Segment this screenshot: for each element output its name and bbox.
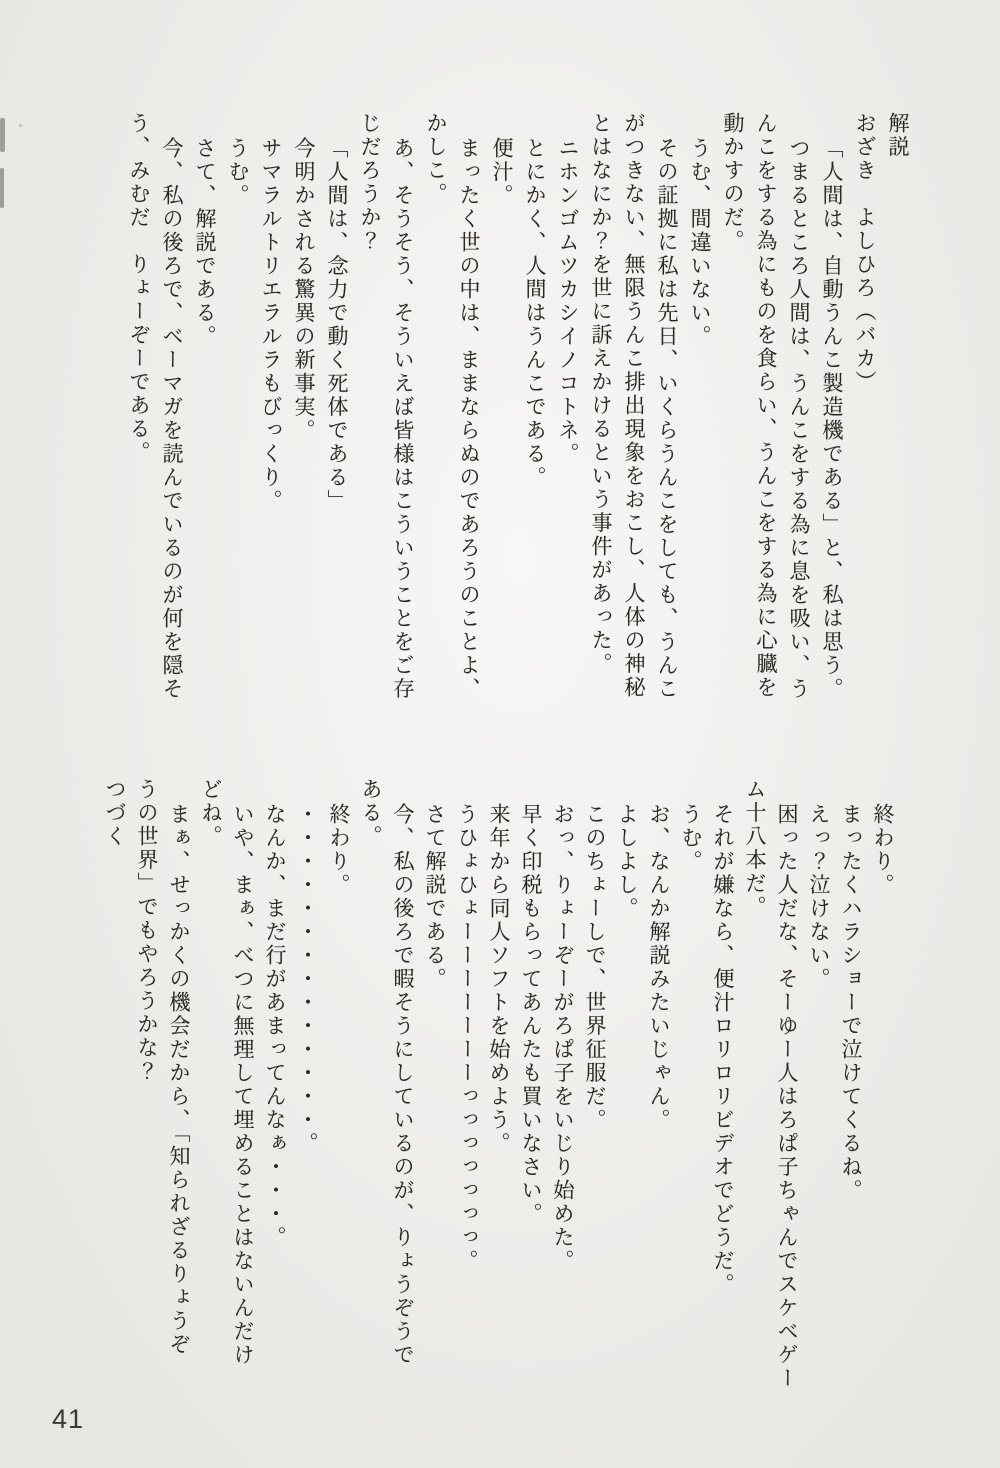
text-column: うひょひょーーーーーーーっっっっっっっ。 <box>455 803 479 1273</box>
text-column: おっ、りょーぞーがろぱ子をいじり始めた。 <box>551 803 575 1273</box>
text-column: 困った人だな、そーゆー人はろぱ子ちゃんでスケベゲー <box>775 803 799 1391</box>
text-column: サマラルトリエラルラもびっくり。 <box>259 137 283 513</box>
text-column: つまるところ人間は、うんこをする為に息を吸い、う <box>787 137 811 701</box>
text-column: ・・・・・・・・・・・・・・。 <box>295 803 319 1156</box>
text-column: あ、そうそう、そういえば皆様はこういうことをご存 <box>391 137 415 701</box>
text-column: このちょーしで、世界征服だ。 <box>583 803 607 1132</box>
text-column: よしよし。 <box>615 803 639 921</box>
text-column: 今、私の後ろで暇そうにしているのが、りょうぞうで <box>391 803 415 1367</box>
text-column: ニホンゴムツカシイノコトネ。 <box>556 137 580 466</box>
lower-columns <box>131 778 899 1430</box>
text-column: う、みむだ りょーぞーである。 <box>127 112 151 465</box>
scan-edge-artifact <box>0 118 5 152</box>
text-column: がつきない、無限うんこ排出現象をおこし、人体の神秘 <box>622 112 646 700</box>
text-column: 終わり。 <box>327 803 351 897</box>
text-column: まぁ、せっかくの機会だから、「知られざるりょうぞ <box>167 803 191 1357</box>
upper-text-block <box>122 112 914 764</box>
page-number: 41 <box>52 1404 85 1434</box>
text-column: うむ、間違いない。 <box>688 137 712 349</box>
text-column: かしこ。 <box>424 112 448 206</box>
text-column: 「人間は、自動うんこ製造機である」と、私は思う。 <box>820 137 844 701</box>
text-column: その証拠に私は先日、いくらうんこをしても、うんこ <box>655 137 679 701</box>
text-column: それが嫌なら、便汁ロリロリビデオでどうだ。 <box>711 803 735 1297</box>
text-column: さて、解説である。 <box>193 137 217 349</box>
text-column: うむ。 <box>226 137 250 208</box>
text-column: えっ？泣けない。 <box>807 803 831 991</box>
text-column: 今、私の後ろで、ベーマガを読んでいるのが何を隠そ <box>160 137 184 701</box>
text-column: じだろうか？ <box>358 112 382 253</box>
scan-edge-artifact <box>0 168 4 208</box>
text-column: とはなにか？を世に訴えかけるという事件があった。 <box>589 112 613 676</box>
author-credit: おざき よしひろ（バカ） <box>853 112 877 394</box>
text-column: うむ。 <box>679 803 703 874</box>
text-column: さて解説である。 <box>423 803 447 991</box>
text-column: どね。 <box>199 778 223 849</box>
lower-text-block <box>99 778 899 1430</box>
text-column: 動かすのだ。 <box>721 112 745 253</box>
continued-marker: つづく <box>103 778 127 849</box>
text-column: 早く印税もらってあんたも買いなさい。 <box>519 803 543 1226</box>
text-column: ある。 <box>359 778 383 849</box>
text-column: ム十八本だ。 <box>743 778 767 919</box>
text-column: お、なんか解説みたいじゃん。 <box>647 803 671 1132</box>
scan-speck-artifact <box>19 124 22 127</box>
text-column: なんか、まだ行があまってんなぁ・・・。 <box>263 803 287 1250</box>
text-column: 終わり。 <box>871 803 895 897</box>
text-column: まったくハラショーで泣けてくるね。 <box>839 803 863 1203</box>
text-column: いや、まぁ、べつに無理して埋めることはないんだけ <box>231 803 255 1367</box>
text-column: 「人間は、念力で動く死体である」 <box>325 137 349 513</box>
text-column: とにかく、人間はうんこである。 <box>523 137 547 490</box>
upper-columns <box>122 112 848 764</box>
text-column: うの世界」でもやろうかな？ <box>135 778 159 1084</box>
text-column: 便汁。 <box>490 137 514 208</box>
text-column: まったく世の中は、ままならぬのであろうのことよ、 <box>457 137 481 701</box>
section-title: 解説 <box>886 112 910 159</box>
text-column: 今明かされる驚異の新事実。 <box>292 137 316 443</box>
text-column: 来年から同人ソフトを始めよう。 <box>487 803 511 1156</box>
text-column: んこをする為にものを食らい、うんこをする為に心臓を <box>754 112 778 700</box>
